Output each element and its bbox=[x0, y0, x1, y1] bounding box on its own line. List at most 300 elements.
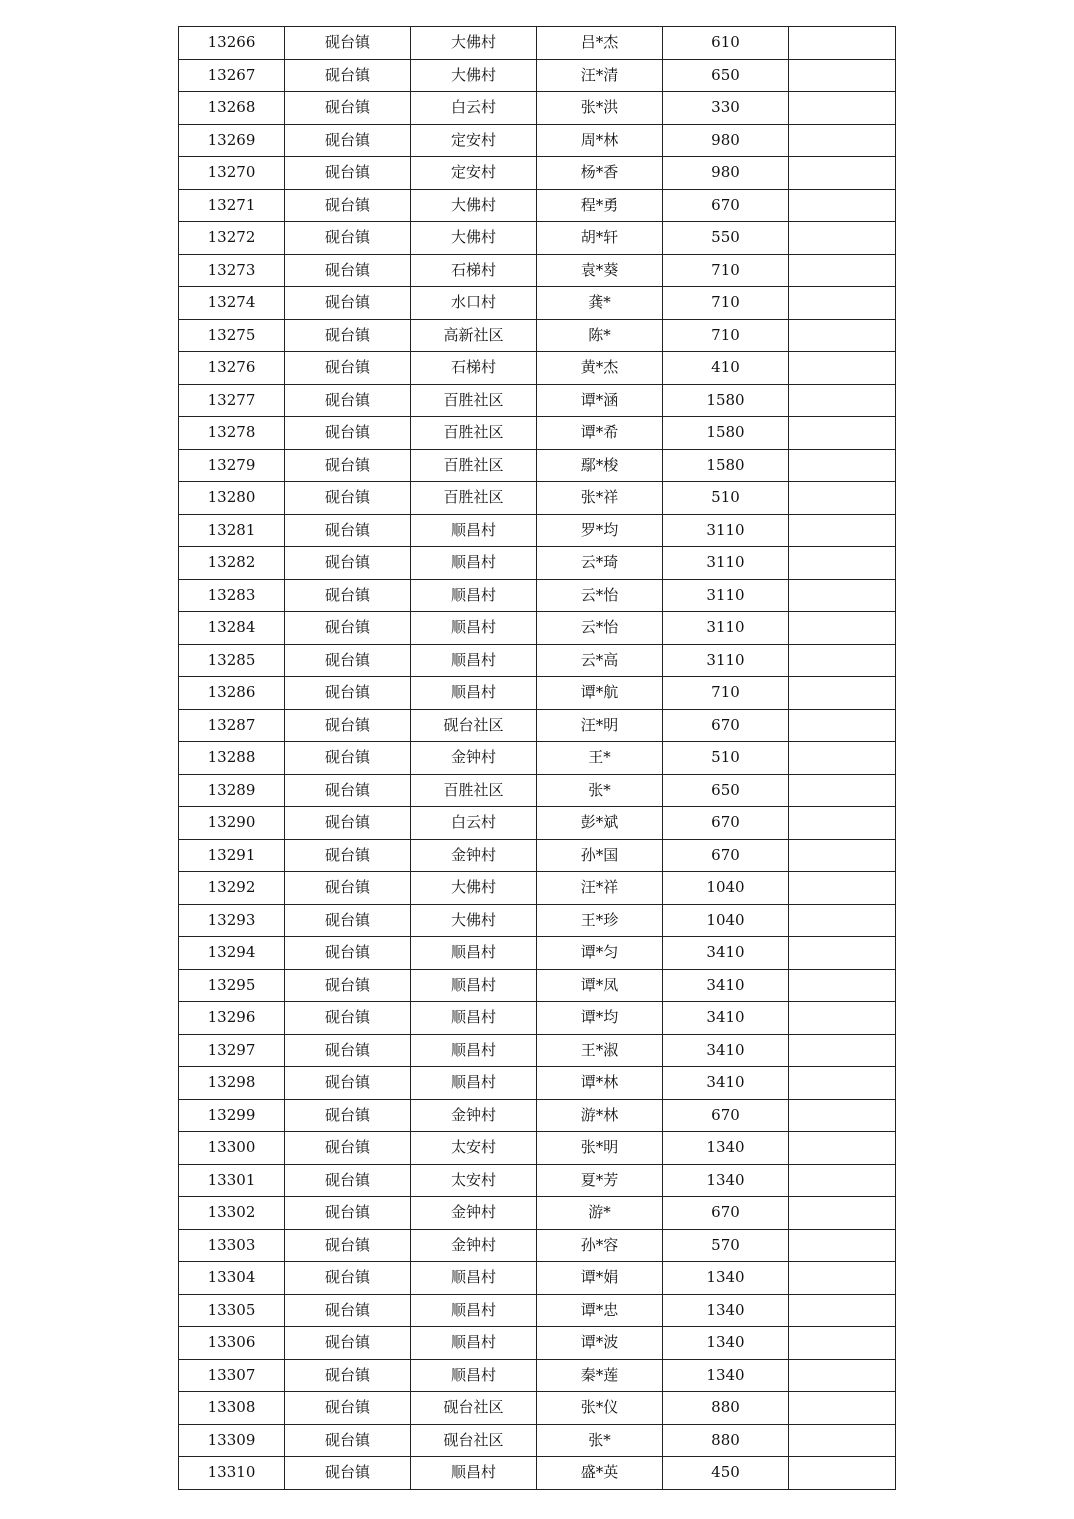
cell-amount: 3110 bbox=[663, 644, 789, 677]
table-row bbox=[179, 92, 896, 125]
cell-note bbox=[789, 1164, 896, 1197]
cell-amount: 710 bbox=[663, 677, 789, 710]
cell-note bbox=[789, 27, 896, 60]
cell-town: 砚台镇 bbox=[285, 807, 411, 840]
cell-note bbox=[789, 482, 896, 515]
cell-town: 砚台镇 bbox=[285, 742, 411, 775]
table-row bbox=[179, 1457, 896, 1490]
cell-note bbox=[789, 59, 896, 92]
table-row bbox=[179, 742, 896, 775]
cell-village: 金钟村 bbox=[411, 839, 537, 872]
cell-amount: 710 bbox=[663, 319, 789, 352]
cell-serial-number: 13269 bbox=[179, 124, 285, 157]
cell-serial-number: 13295 bbox=[179, 969, 285, 1002]
cell-town: 砚台镇 bbox=[285, 612, 411, 645]
cell-amount: 670 bbox=[663, 189, 789, 222]
cell-village: 顺昌村 bbox=[411, 1034, 537, 1067]
cell-note bbox=[789, 1457, 896, 1490]
cell-note bbox=[789, 612, 896, 645]
cell-note bbox=[789, 449, 896, 482]
cell-amount: 3110 bbox=[663, 612, 789, 645]
table-row bbox=[179, 449, 896, 482]
cell-name: 汪*明 bbox=[537, 709, 663, 742]
cell-name: 王* bbox=[537, 742, 663, 775]
cell-note bbox=[789, 1392, 896, 1425]
cell-serial-number: 13287 bbox=[179, 709, 285, 742]
cell-village: 砚台社区 bbox=[411, 709, 537, 742]
cell-village: 百胜社区 bbox=[411, 482, 537, 515]
cell-village: 顺昌村 bbox=[411, 1067, 537, 1100]
cell-name: 谭*涵 bbox=[537, 384, 663, 417]
cell-name: 云*怡 bbox=[537, 579, 663, 612]
cell-serial-number: 13294 bbox=[179, 937, 285, 970]
cell-town: 砚台镇 bbox=[285, 482, 411, 515]
table-row bbox=[179, 1164, 896, 1197]
cell-serial-number: 13286 bbox=[179, 677, 285, 710]
cell-serial-number: 13277 bbox=[179, 384, 285, 417]
cell-town: 砚台镇 bbox=[285, 59, 411, 92]
cell-name: 鄢*梭 bbox=[537, 449, 663, 482]
cell-name: 云*琦 bbox=[537, 547, 663, 580]
cell-village: 顺昌村 bbox=[411, 969, 537, 1002]
table-row bbox=[179, 1424, 896, 1457]
cell-serial-number: 13279 bbox=[179, 449, 285, 482]
cell-name: 云*怡 bbox=[537, 612, 663, 645]
cell-name: 游* bbox=[537, 1197, 663, 1230]
table-row bbox=[179, 1392, 896, 1425]
table-row bbox=[179, 157, 896, 190]
cell-serial-number: 13270 bbox=[179, 157, 285, 190]
cell-village: 砚台社区 bbox=[411, 1424, 537, 1457]
table-row bbox=[179, 547, 896, 580]
cell-note bbox=[789, 1294, 896, 1327]
cell-amount: 1340 bbox=[663, 1327, 789, 1360]
cell-serial-number: 13289 bbox=[179, 774, 285, 807]
cell-serial-number: 13273 bbox=[179, 254, 285, 287]
cell-village: 定安村 bbox=[411, 124, 537, 157]
cell-note bbox=[789, 287, 896, 320]
cell-name: 吕*杰 bbox=[537, 27, 663, 60]
table-row bbox=[179, 839, 896, 872]
cell-town: 砚台镇 bbox=[285, 1164, 411, 1197]
cell-amount: 1040 bbox=[663, 872, 789, 905]
cell-serial-number: 13293 bbox=[179, 904, 285, 937]
cell-village: 金钟村 bbox=[411, 1197, 537, 1230]
cell-village: 百胜社区 bbox=[411, 774, 537, 807]
cell-village: 顺昌村 bbox=[411, 677, 537, 710]
table-row bbox=[179, 937, 896, 970]
cell-town: 砚台镇 bbox=[285, 189, 411, 222]
cell-town: 砚台镇 bbox=[285, 1132, 411, 1165]
cell-name: 胡*轩 bbox=[537, 222, 663, 255]
cell-village: 大佛村 bbox=[411, 222, 537, 255]
cell-town: 砚台镇 bbox=[285, 872, 411, 905]
cell-amount: 3410 bbox=[663, 1002, 789, 1035]
cell-serial-number: 13306 bbox=[179, 1327, 285, 1360]
cell-name: 张* bbox=[537, 1424, 663, 1457]
cell-town: 砚台镇 bbox=[285, 677, 411, 710]
cell-serial-number: 13297 bbox=[179, 1034, 285, 1067]
cell-note bbox=[789, 872, 896, 905]
cell-note bbox=[789, 1327, 896, 1360]
cell-name: 游*林 bbox=[537, 1099, 663, 1132]
cell-amount: 330 bbox=[663, 92, 789, 125]
cell-amount: 670 bbox=[663, 807, 789, 840]
cell-amount: 650 bbox=[663, 59, 789, 92]
cell-town: 砚台镇 bbox=[285, 449, 411, 482]
cell-note bbox=[789, 514, 896, 547]
table-row bbox=[179, 644, 896, 677]
cell-town: 砚台镇 bbox=[285, 1359, 411, 1392]
cell-note bbox=[789, 644, 896, 677]
cell-note bbox=[789, 547, 896, 580]
cell-note bbox=[789, 1262, 896, 1295]
cell-name: 孙*容 bbox=[537, 1229, 663, 1262]
cell-town: 砚台镇 bbox=[285, 1229, 411, 1262]
cell-note bbox=[789, 157, 896, 190]
cell-village: 定安村 bbox=[411, 157, 537, 190]
cell-town: 砚台镇 bbox=[285, 319, 411, 352]
cell-serial-number: 13275 bbox=[179, 319, 285, 352]
cell-note bbox=[789, 677, 896, 710]
cell-town: 砚台镇 bbox=[285, 547, 411, 580]
cell-amount: 3110 bbox=[663, 547, 789, 580]
cell-note bbox=[789, 189, 896, 222]
subsidy-list-table bbox=[178, 26, 896, 1490]
cell-village: 大佛村 bbox=[411, 872, 537, 905]
cell-serial-number: 13291 bbox=[179, 839, 285, 872]
cell-name: 谭*希 bbox=[537, 417, 663, 450]
cell-name: 张* bbox=[537, 774, 663, 807]
cell-village: 百胜社区 bbox=[411, 449, 537, 482]
cell-name: 杨*香 bbox=[537, 157, 663, 190]
cell-town: 砚台镇 bbox=[285, 27, 411, 60]
cell-amount: 3110 bbox=[663, 514, 789, 547]
cell-amount: 1340 bbox=[663, 1294, 789, 1327]
table-row bbox=[179, 1197, 896, 1230]
cell-amount: 610 bbox=[663, 27, 789, 60]
table-row bbox=[179, 254, 896, 287]
table-row bbox=[179, 27, 896, 60]
cell-village: 顺昌村 bbox=[411, 644, 537, 677]
table-row bbox=[179, 1327, 896, 1360]
table-row bbox=[179, 59, 896, 92]
cell-name: 汪*清 bbox=[537, 59, 663, 92]
cell-note bbox=[789, 352, 896, 385]
table-row bbox=[179, 189, 896, 222]
cell-serial-number: 13283 bbox=[179, 579, 285, 612]
cell-amount: 1340 bbox=[663, 1164, 789, 1197]
cell-name: 彭*斌 bbox=[537, 807, 663, 840]
cell-amount: 980 bbox=[663, 124, 789, 157]
cell-town: 砚台镇 bbox=[285, 904, 411, 937]
cell-town: 砚台镇 bbox=[285, 157, 411, 190]
cell-note bbox=[789, 1067, 896, 1100]
table-row bbox=[179, 514, 896, 547]
cell-amount: 1340 bbox=[663, 1262, 789, 1295]
cell-town: 砚台镇 bbox=[285, 287, 411, 320]
cell-serial-number: 13292 bbox=[179, 872, 285, 905]
cell-name: 王*珍 bbox=[537, 904, 663, 937]
cell-amount: 1040 bbox=[663, 904, 789, 937]
cell-village: 大佛村 bbox=[411, 904, 537, 937]
cell-serial-number: 13284 bbox=[179, 612, 285, 645]
cell-town: 砚台镇 bbox=[285, 774, 411, 807]
table-row bbox=[179, 774, 896, 807]
cell-village: 顺昌村 bbox=[411, 514, 537, 547]
cell-town: 砚台镇 bbox=[285, 254, 411, 287]
cell-serial-number: 13285 bbox=[179, 644, 285, 677]
cell-village: 石梯村 bbox=[411, 352, 537, 385]
cell-serial-number: 13290 bbox=[179, 807, 285, 840]
cell-note bbox=[789, 1197, 896, 1230]
cell-name: 张*仪 bbox=[537, 1392, 663, 1425]
cell-village: 金钟村 bbox=[411, 1229, 537, 1262]
cell-town: 砚台镇 bbox=[285, 1099, 411, 1132]
cell-serial-number: 13278 bbox=[179, 417, 285, 450]
cell-serial-number: 13303 bbox=[179, 1229, 285, 1262]
cell-amount: 670 bbox=[663, 709, 789, 742]
cell-amount: 3410 bbox=[663, 937, 789, 970]
cell-village: 百胜社区 bbox=[411, 384, 537, 417]
table-row bbox=[179, 1099, 896, 1132]
cell-town: 砚台镇 bbox=[285, 579, 411, 612]
table-row bbox=[179, 579, 896, 612]
cell-amount: 1340 bbox=[663, 1359, 789, 1392]
cell-note bbox=[789, 937, 896, 970]
cell-name: 陈* bbox=[537, 319, 663, 352]
cell-serial-number: 13282 bbox=[179, 547, 285, 580]
cell-note bbox=[789, 1359, 896, 1392]
cell-note bbox=[789, 742, 896, 775]
cell-town: 砚台镇 bbox=[285, 222, 411, 255]
table-row bbox=[179, 352, 896, 385]
cell-amount: 410 bbox=[663, 352, 789, 385]
cell-amount: 3110 bbox=[663, 579, 789, 612]
cell-serial-number: 13276 bbox=[179, 352, 285, 385]
table-row bbox=[179, 1262, 896, 1295]
cell-serial-number: 13288 bbox=[179, 742, 285, 775]
table-row bbox=[179, 904, 896, 937]
cell-note bbox=[789, 92, 896, 125]
cell-note bbox=[789, 807, 896, 840]
cell-name: 汪*祥 bbox=[537, 872, 663, 905]
cell-village: 顺昌村 bbox=[411, 1294, 537, 1327]
cell-name: 云*高 bbox=[537, 644, 663, 677]
cell-serial-number: 13305 bbox=[179, 1294, 285, 1327]
cell-town: 砚台镇 bbox=[285, 1457, 411, 1490]
cell-name: 袁*葵 bbox=[537, 254, 663, 287]
cell-amount: 710 bbox=[663, 287, 789, 320]
cell-village: 太安村 bbox=[411, 1132, 537, 1165]
cell-village: 砚台社区 bbox=[411, 1392, 537, 1425]
table-row bbox=[179, 612, 896, 645]
cell-name: 谭*娟 bbox=[537, 1262, 663, 1295]
table-row bbox=[179, 1294, 896, 1327]
cell-amount: 450 bbox=[663, 1457, 789, 1490]
cell-amount: 1340 bbox=[663, 1132, 789, 1165]
cell-name: 黄*杰 bbox=[537, 352, 663, 385]
cell-town: 砚台镇 bbox=[285, 1197, 411, 1230]
cell-town: 砚台镇 bbox=[285, 1294, 411, 1327]
cell-serial-number: 13310 bbox=[179, 1457, 285, 1490]
cell-amount: 550 bbox=[663, 222, 789, 255]
cell-name: 程*勇 bbox=[537, 189, 663, 222]
cell-town: 砚台镇 bbox=[285, 709, 411, 742]
cell-town: 砚台镇 bbox=[285, 1034, 411, 1067]
table-row bbox=[179, 384, 896, 417]
cell-serial-number: 13272 bbox=[179, 222, 285, 255]
cell-name: 谭*均 bbox=[537, 1002, 663, 1035]
cell-amount: 510 bbox=[663, 482, 789, 515]
cell-serial-number: 13299 bbox=[179, 1099, 285, 1132]
cell-name: 夏*芳 bbox=[537, 1164, 663, 1197]
cell-name: 周*林 bbox=[537, 124, 663, 157]
cell-amount: 1580 bbox=[663, 449, 789, 482]
cell-amount: 3410 bbox=[663, 969, 789, 1002]
cell-serial-number: 13280 bbox=[179, 482, 285, 515]
cell-name: 谭*波 bbox=[537, 1327, 663, 1360]
cell-amount: 880 bbox=[663, 1392, 789, 1425]
cell-name: 张*祥 bbox=[537, 482, 663, 515]
table-row bbox=[179, 417, 896, 450]
cell-town: 砚台镇 bbox=[285, 92, 411, 125]
cell-serial-number: 13271 bbox=[179, 189, 285, 222]
document-page bbox=[178, 26, 895, 1490]
cell-note bbox=[789, 969, 896, 1002]
cell-serial-number: 13308 bbox=[179, 1392, 285, 1425]
cell-village: 顺昌村 bbox=[411, 1262, 537, 1295]
cell-note bbox=[789, 1034, 896, 1067]
cell-amount: 570 bbox=[663, 1229, 789, 1262]
cell-town: 砚台镇 bbox=[285, 514, 411, 547]
cell-amount: 510 bbox=[663, 742, 789, 775]
table-row bbox=[179, 709, 896, 742]
table-row bbox=[179, 872, 896, 905]
cell-village: 顺昌村 bbox=[411, 1359, 537, 1392]
cell-town: 砚台镇 bbox=[285, 1424, 411, 1457]
cell-serial-number: 13267 bbox=[179, 59, 285, 92]
cell-village: 大佛村 bbox=[411, 59, 537, 92]
table-body bbox=[179, 27, 896, 1490]
cell-serial-number: 13304 bbox=[179, 1262, 285, 1295]
cell-name: 张*洪 bbox=[537, 92, 663, 125]
cell-name: 龚* bbox=[537, 287, 663, 320]
table-row bbox=[179, 969, 896, 1002]
cell-serial-number: 13301 bbox=[179, 1164, 285, 1197]
cell-amount: 980 bbox=[663, 157, 789, 190]
cell-town: 砚台镇 bbox=[285, 124, 411, 157]
cell-amount: 3410 bbox=[663, 1067, 789, 1100]
cell-name: 罗*均 bbox=[537, 514, 663, 547]
cell-town: 砚台镇 bbox=[285, 644, 411, 677]
cell-name: 孙*国 bbox=[537, 839, 663, 872]
cell-amount: 710 bbox=[663, 254, 789, 287]
cell-note bbox=[789, 774, 896, 807]
cell-village: 顺昌村 bbox=[411, 612, 537, 645]
cell-town: 砚台镇 bbox=[285, 1327, 411, 1360]
cell-note bbox=[789, 839, 896, 872]
table-row bbox=[179, 1067, 896, 1100]
cell-note bbox=[789, 384, 896, 417]
cell-name: 盛*英 bbox=[537, 1457, 663, 1490]
cell-serial-number: 13296 bbox=[179, 1002, 285, 1035]
cell-village: 水口村 bbox=[411, 287, 537, 320]
table-row bbox=[179, 1034, 896, 1067]
cell-note bbox=[789, 1002, 896, 1035]
cell-village: 顺昌村 bbox=[411, 1457, 537, 1490]
cell-town: 砚台镇 bbox=[285, 1392, 411, 1425]
cell-name: 谭*凤 bbox=[537, 969, 663, 1002]
cell-note bbox=[789, 709, 896, 742]
cell-village: 太安村 bbox=[411, 1164, 537, 1197]
cell-serial-number: 13281 bbox=[179, 514, 285, 547]
table-row bbox=[179, 1132, 896, 1165]
cell-amount: 880 bbox=[663, 1424, 789, 1457]
cell-village: 顺昌村 bbox=[411, 1002, 537, 1035]
cell-village: 大佛村 bbox=[411, 27, 537, 60]
cell-serial-number: 13309 bbox=[179, 1424, 285, 1457]
cell-note bbox=[789, 254, 896, 287]
cell-name: 谭*忠 bbox=[537, 1294, 663, 1327]
cell-village: 白云村 bbox=[411, 92, 537, 125]
table-row bbox=[179, 1359, 896, 1392]
cell-note bbox=[789, 1424, 896, 1457]
cell-name: 张*明 bbox=[537, 1132, 663, 1165]
cell-name: 谭*匀 bbox=[537, 937, 663, 970]
cell-note bbox=[789, 579, 896, 612]
cell-name: 王*淑 bbox=[537, 1034, 663, 1067]
cell-village: 金钟村 bbox=[411, 1099, 537, 1132]
cell-town: 砚台镇 bbox=[285, 417, 411, 450]
cell-village: 大佛村 bbox=[411, 189, 537, 222]
cell-town: 砚台镇 bbox=[285, 839, 411, 872]
table-row bbox=[179, 124, 896, 157]
cell-town: 砚台镇 bbox=[285, 1002, 411, 1035]
cell-amount: 1580 bbox=[663, 417, 789, 450]
cell-town: 砚台镇 bbox=[285, 969, 411, 1002]
table-row bbox=[179, 1229, 896, 1262]
cell-note bbox=[789, 319, 896, 352]
cell-town: 砚台镇 bbox=[285, 937, 411, 970]
cell-serial-number: 13302 bbox=[179, 1197, 285, 1230]
table-row bbox=[179, 287, 896, 320]
cell-town: 砚台镇 bbox=[285, 384, 411, 417]
cell-note bbox=[789, 1132, 896, 1165]
cell-name: 谭*林 bbox=[537, 1067, 663, 1100]
cell-amount: 670 bbox=[663, 1197, 789, 1230]
cell-village: 百胜社区 bbox=[411, 417, 537, 450]
table-row bbox=[179, 222, 896, 255]
cell-serial-number: 13298 bbox=[179, 1067, 285, 1100]
cell-serial-number: 13268 bbox=[179, 92, 285, 125]
cell-town: 砚台镇 bbox=[285, 352, 411, 385]
cell-name: 秦*莲 bbox=[537, 1359, 663, 1392]
table-row bbox=[179, 1002, 896, 1035]
table-row bbox=[179, 319, 896, 352]
table-row bbox=[179, 807, 896, 840]
cell-note bbox=[789, 1099, 896, 1132]
cell-note bbox=[789, 417, 896, 450]
cell-note bbox=[789, 124, 896, 157]
cell-village: 石梯村 bbox=[411, 254, 537, 287]
cell-name: 谭*航 bbox=[537, 677, 663, 710]
cell-village: 高新社区 bbox=[411, 319, 537, 352]
cell-town: 砚台镇 bbox=[285, 1262, 411, 1295]
cell-note bbox=[789, 222, 896, 255]
cell-serial-number: 13307 bbox=[179, 1359, 285, 1392]
cell-note bbox=[789, 1229, 896, 1262]
